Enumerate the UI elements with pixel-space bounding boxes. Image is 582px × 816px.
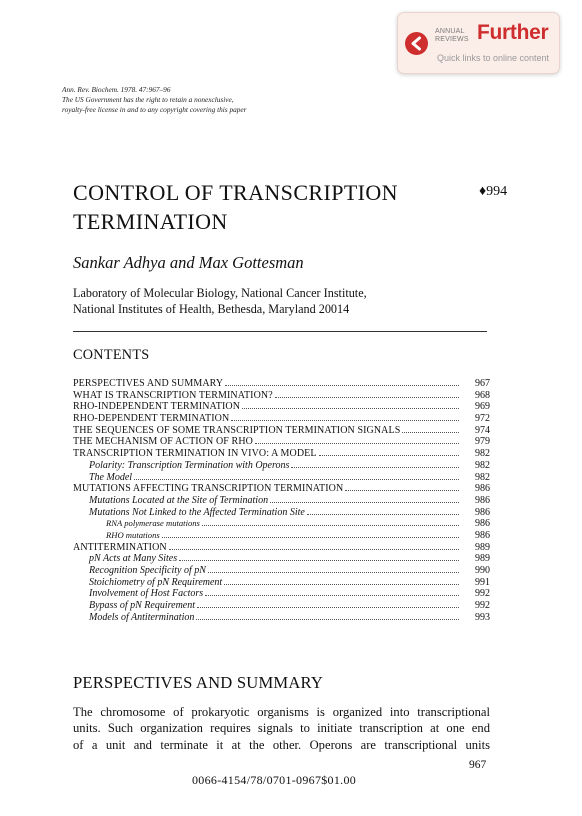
toc-entry-title: TRANSCRIPTION TERMINATION IN VIVO: A MODEL: [73, 448, 317, 459]
section-heading: PERSPECTIVES AND SUMMARY: [73, 673, 324, 692]
toc-entry-title: Bypass of pN Requirement: [89, 600, 196, 611]
annual-label: ANNUAL: [435, 28, 465, 35]
toc-entry-page: 989: [475, 541, 490, 553]
toc-entry: [73, 587, 490, 599]
toc-entry: [73, 377, 490, 389]
body-line: The chromosome of prokaryotic organisms is organized into transcriptional: [73, 705, 490, 719]
further-badge[interactable]: [397, 12, 560, 74]
body-line: of a unit and terminate it at the other. Operons are transcriptional units: [73, 737, 490, 752]
toc-entry: [73, 400, 490, 412]
toc-entry: [73, 529, 490, 541]
toc-entry: [73, 599, 490, 611]
toc-entry: [73, 435, 490, 447]
toc-entry-page: 986: [475, 494, 490, 506]
title-line: TERMINATION: [73, 209, 228, 234]
body-paragraph: [73, 704, 490, 753]
affiliation: [73, 285, 367, 317]
title-line: CONTROL OF TRANSCRIPTION: [73, 180, 398, 205]
further-arrow-icon: [405, 32, 428, 55]
toc-entry-page: 982: [475, 459, 490, 471]
citation-line: Ann. Rev. Biochem. 1978. 47:967–96: [62, 85, 171, 94]
toc-entry-page: 968: [475, 389, 490, 401]
toc-leader-dots: [208, 564, 459, 573]
affiliation-line: Laboratory of Molecular Biology, National Cancer Institute,: [73, 286, 367, 300]
body-line: units. Such organization requires signals to initiate transcription at one end: [73, 721, 490, 736]
toc-entry-title: Mutations Not Linked to the Affected Termination Site: [89, 506, 305, 518]
toc-entry-title: The Model: [89, 471, 133, 483]
toc-entry: [73, 424, 490, 436]
toc-leader-dots: [225, 377, 459, 386]
toc-leader-dots: [291, 459, 459, 468]
toc-leader-dots: [255, 435, 459, 444]
toc-entry: [73, 447, 490, 459]
toc-entry: [73, 517, 490, 529]
annual-reviews-logo: [435, 28, 475, 44]
toc-entry-page: 969: [475, 401, 490, 413]
toc-entry: [73, 576, 490, 588]
toc-entry: [73, 611, 490, 623]
toc-entry-title: Polarity: Transcription Termination with Operons: [89, 459, 290, 471]
page-number: 967: [469, 759, 487, 771]
toc-entry-page: 993: [475, 611, 490, 623]
toc-entry-title: WHAT IS TRANSCRIPTION TERMINATION?: [73, 389, 273, 401]
toc-entry: [73, 482, 490, 494]
toc-leader-dots: [307, 506, 459, 515]
toc-entry-title: PERSPECTIVES AND SUMMARY: [73, 378, 224, 389]
authors: Sankar Adhya and Max Gottesman: [73, 253, 304, 272]
toc-entry-title: pN Acts at Many Sites: [89, 553, 178, 564]
table-of-contents: [73, 377, 490, 622]
toc-entry: [73, 412, 490, 424]
toc-leader-dots: [402, 424, 459, 433]
toc-entry: [73, 506, 490, 518]
toc-entry-title: THE MECHANISM OF ACTION OF RHO: [73, 436, 253, 448]
toc-entry: [73, 471, 490, 483]
toc-entry-title: THE SEQUENCES OF SOME TRANSCRIPTION TERMINATION SIGNALS: [73, 424, 401, 436]
toc-leader-dots: [134, 471, 459, 480]
toc-entry: [73, 552, 490, 564]
toc-leader-dots: [202, 517, 459, 526]
article-title: [73, 178, 433, 236]
toc-leader-dots: [196, 611, 459, 620]
toc-leader-dots: [197, 599, 459, 608]
reviews-label: REVIEWS: [435, 36, 469, 43]
toc-leader-dots: [270, 494, 459, 503]
toc-entry-page: 982: [475, 471, 490, 483]
toc-entry-page: 972: [475, 413, 490, 424]
citation-block: [62, 85, 362, 115]
toc-entry-page: 967: [475, 378, 490, 389]
toc-leader-dots: [169, 541, 459, 550]
toc-entry: [73, 564, 490, 576]
toc-entry-title: Stoichiometry of pN Requirement: [89, 576, 223, 588]
toc-entry-page: 979: [475, 436, 490, 448]
citation-line: royalty-free license in and to any copyright covering this paper: [62, 105, 247, 114]
affiliation-line: National Institutes of Health, Bethesda, Maryland 20014: [73, 302, 350, 316]
toc-entry-page: 991: [475, 576, 490, 588]
toc-entry: [73, 389, 490, 401]
toc-entry-page: 992: [475, 600, 490, 611]
toc-entry-title: ANTITERMINATION: [73, 541, 167, 553]
toc-entry-page: 982: [475, 448, 490, 459]
toc-leader-dots: [319, 447, 459, 456]
toc-leader-dots: [242, 400, 459, 409]
toc-entry-title: Mutations Located at the Site of Termination: [89, 494, 269, 506]
toc-entry-title: RHO mutations: [106, 529, 160, 540]
toc-entry: [73, 541, 490, 553]
toc-entry-title: RHO-DEPENDENT TERMINATION: [73, 413, 230, 424]
toc-entry: [73, 459, 490, 471]
toc-entry-page: 990: [475, 565, 490, 576]
toc-entry-page: 986: [475, 483, 490, 494]
toc-entry-title: RNA polymerase mutations: [106, 518, 200, 529]
article-code: 0066-4154/78/0701-0967$01.00: [192, 773, 357, 787]
contents-heading: CONTENTS: [73, 347, 150, 363]
toc-entry-page: 986: [475, 506, 490, 518]
toc-leader-dots: [162, 529, 459, 538]
toc-leader-dots: [179, 552, 459, 561]
divider: [73, 331, 487, 332]
article-number: ♦994: [479, 184, 508, 199]
toc-entry-page: 986: [475, 529, 490, 541]
toc-entry-title: Models of Antitermination: [89, 611, 195, 623]
toc-leader-dots: [345, 482, 459, 491]
toc-entry-title: Involvement of Host Factors: [89, 588, 204, 600]
further-subtitle: Quick links to online content: [437, 53, 550, 63]
toc-leader-dots: [224, 576, 459, 585]
toc-entry-title: RHO-INDEPENDENT TERMINATION: [73, 401, 241, 413]
toc-entry-page: 992: [475, 588, 490, 600]
toc-leader-dots: [231, 412, 459, 421]
toc-entry-page: 989: [475, 553, 490, 564]
toc-leader-dots: [205, 587, 459, 596]
toc-entry: [73, 494, 490, 506]
toc-leader-dots: [275, 389, 459, 398]
further-label: Further: [477, 21, 549, 44]
toc-entry-page: 974: [475, 424, 490, 436]
toc-entry-page: 986: [475, 518, 490, 529]
toc-entry-title: MUTATIONS AFFECTING TRANSCRIPTION TERMINATION: [73, 483, 344, 494]
citation-line: The US Government has the right to retain a nonexclusive,: [62, 95, 234, 104]
toc-entry-title: Recognition Specificity of pN: [89, 565, 206, 576]
